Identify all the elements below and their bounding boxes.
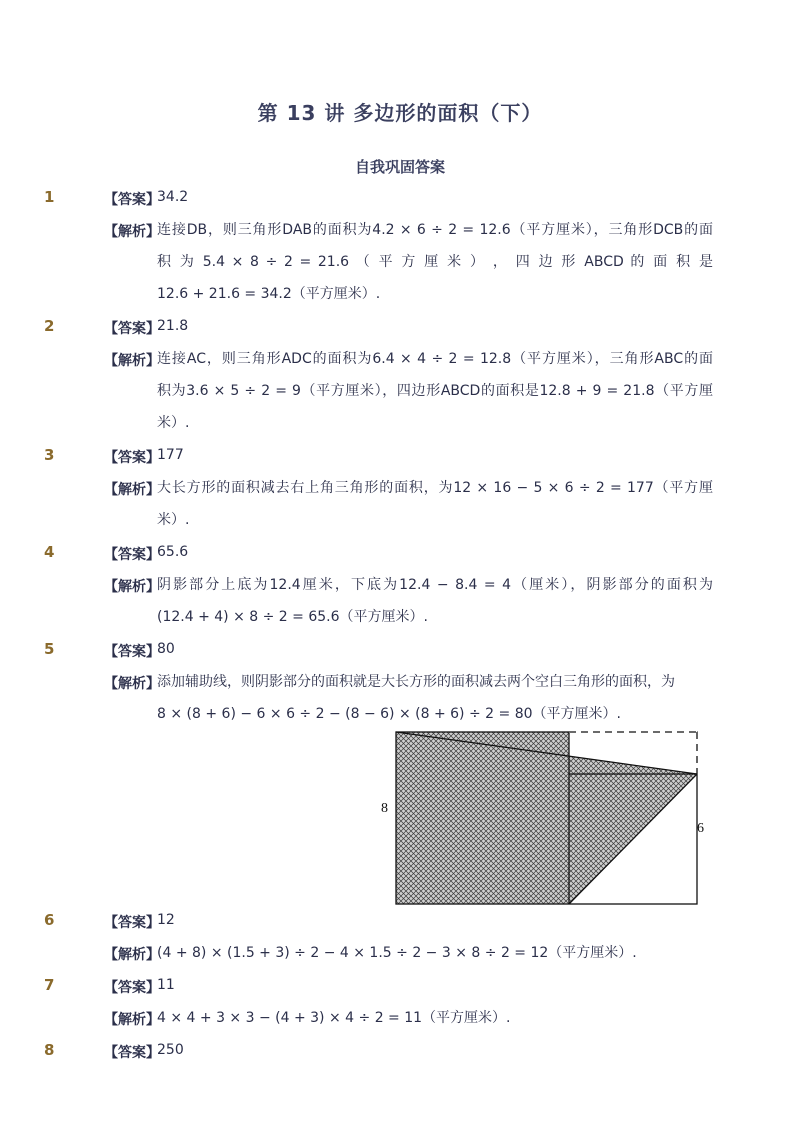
analysis-text (157, 1002, 713, 1034)
analysis-line: 米）. (157, 415, 190, 431)
analysis-line: 连接DB，则三角形DAB的面积为4.2 × 6 ÷ 2 = 12.6（平方厘米），三角形DCB的面 (157, 222, 713, 238)
analysis-tag: 【解析】 (104, 224, 160, 240)
geometry-figure (376, 726, 706, 908)
analysis-line: 积为3.6 × 5 ÷ 2 = 9（平方厘米），四边形ABCD的面积是12.8 + 9 = 21.8（平方厘 (157, 383, 713, 399)
label-8: 8 (381, 801, 388, 816)
answer-value: 65.6 (157, 544, 189, 560)
answer-tag: 【答案】 (104, 980, 160, 996)
answer-tag: 【答案】 (104, 450, 160, 466)
analysis-text (157, 472, 713, 536)
answer-tag: 【答案】 (104, 547, 160, 563)
analysis-line: 8 × (8 + 6) − 6 × 6 ÷ 2 − (8 − 6) × (8 + 6) ÷ 2 = 80（平方厘米）. (157, 706, 621, 722)
analysis-tag: 【解析】 (104, 482, 160, 498)
answer-tag: 【答案】 (104, 915, 160, 931)
answer-value: 21.8 (157, 318, 189, 334)
question-number: 1 (44, 188, 55, 206)
analysis-text (157, 937, 713, 969)
section-subtitle: 自我巩固答案 (354, 158, 445, 176)
question-number: 3 (44, 446, 55, 464)
analysis-line: 阴影部分上底为12.4厘米，下底为12.4 − 8.4 = 4（厘米），阴影部分的面积为 (157, 577, 713, 593)
analysis-text (157, 666, 713, 730)
answer-tag: 【答案】 (104, 321, 160, 337)
analysis-line: 米）. (157, 512, 190, 528)
analysis-text (157, 569, 713, 633)
analysis-line: (4 + 8) × (1.5 + 3) ÷ 2 − 4 × 1.5 ÷ 2 − 3 × 8 ÷ 2 = 12（平方厘米）. (157, 945, 637, 961)
answer-value: 177 (157, 447, 184, 463)
analysis-tag: 【解析】 (104, 1012, 160, 1028)
answer-tag: 【答案】 (104, 1045, 160, 1061)
answer-value: 11 (157, 977, 175, 993)
answer-value: 80 (157, 641, 175, 657)
analysis-tag: 【解析】 (104, 353, 160, 369)
answer-value: 250 (157, 1042, 184, 1058)
question-number: 6 (44, 911, 55, 929)
analysis-line: 4 × 4 + 3 × 3 − (4 + 3) × 4 ÷ 2 = 11（平方厘米）. (157, 1010, 511, 1026)
analysis-text (157, 343, 713, 439)
analysis-line: 积 为 5.4 × 8 ÷ 2 = 21.6 （ 平 方 厘 米 ） ， 四 边 形 ABCD 的 面 积 是 (157, 254, 713, 270)
analysis-line: 12.6 + 21.6 = 34.2（平方厘米）. (157, 286, 381, 302)
question-number: 2 (44, 317, 55, 335)
shaded-square (396, 732, 569, 904)
question-number: 5 (44, 640, 55, 658)
answer-tag: 【答案】 (104, 644, 160, 660)
analysis-tag: 【解析】 (104, 579, 160, 595)
page-title: 第 13 讲 多边形的面积（下） (257, 101, 543, 125)
analysis-tag: 【解析】 (104, 947, 160, 963)
analysis-line: 连接AC，则三角形ADC的面积为6.4 × 4 ÷ 2 = 12.8（平方厘米），三角形ABC的面 (157, 351, 713, 367)
analysis-tag: 【解析】 (104, 676, 160, 692)
answer-tag: 【答案】 (104, 192, 160, 208)
question-number: 4 (44, 543, 55, 561)
analysis-text (157, 214, 713, 310)
question-number: 7 (44, 976, 55, 994)
label-6: 6 (697, 821, 704, 836)
analysis-line: 添加辅助线，则阴影部分的面积就是大长方形的面积减去两个空白三角形的面积，为 (157, 674, 675, 690)
analysis-line: (12.4 + 4) × 8 ÷ 2 = 65.6（平方厘米）. (157, 609, 428, 625)
answer-value: 34.2 (157, 189, 189, 205)
question-number: 8 (44, 1041, 55, 1059)
analysis-line: 大长方形的面积减去右上角三角形的面积，为12 × 16 − 5 × 6 ÷ 2 = 177（平方厘 (157, 480, 713, 496)
answer-value: 12 (157, 912, 175, 928)
